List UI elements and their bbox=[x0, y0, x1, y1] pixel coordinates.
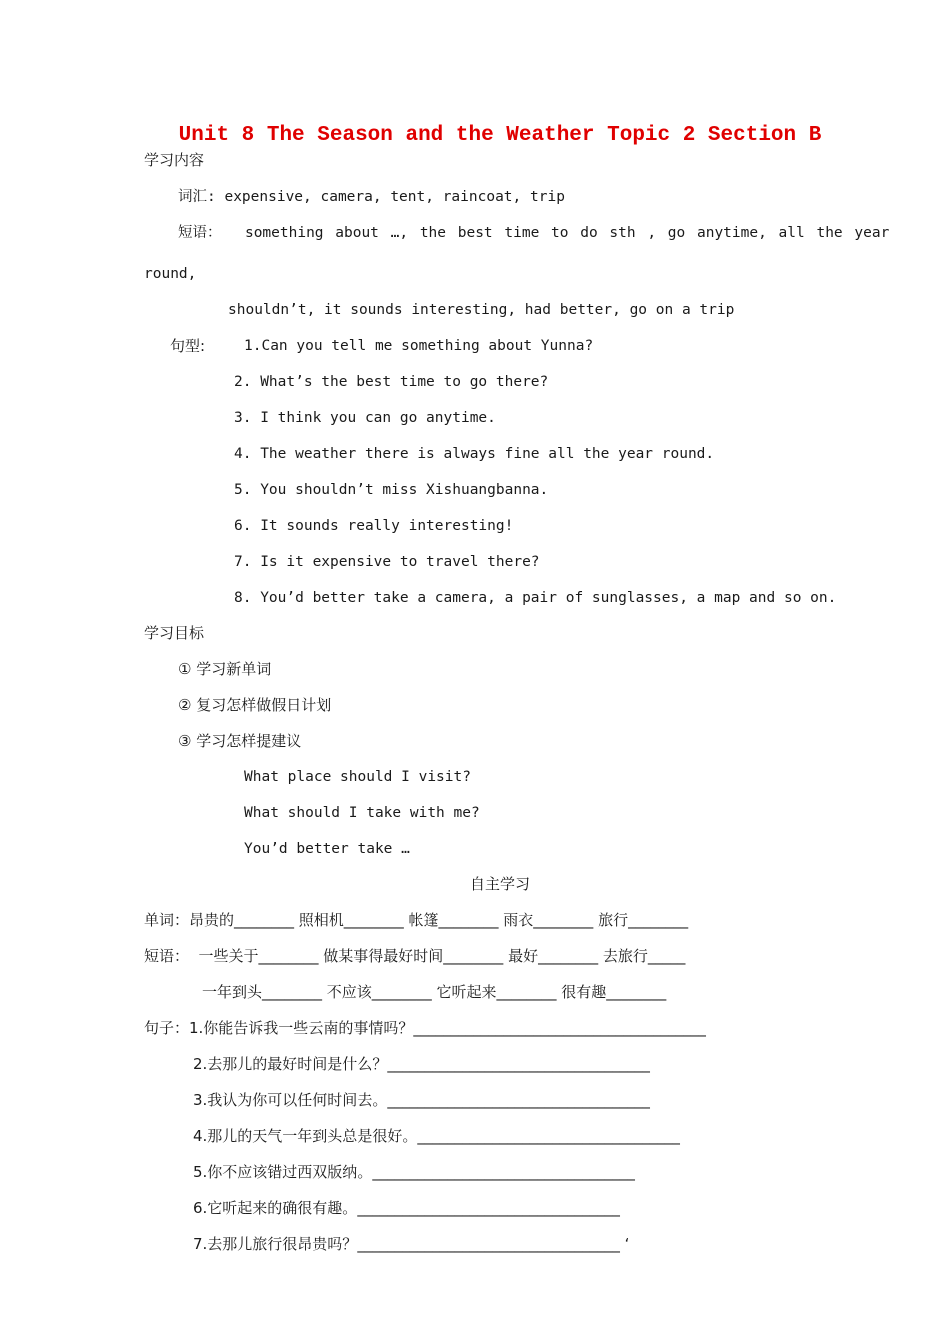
sentence-exercise: 4.那儿的天气一年到头总是很好。___________________________________ bbox=[193, 1127, 680, 1145]
goal-example: What should I take with me? bbox=[244, 805, 480, 821]
sentence-item: 3. I think you can go anytime. bbox=[234, 410, 496, 426]
goal-item: ③ 学习怎样提建议 bbox=[178, 732, 302, 750]
goals-heading: 学习目标 bbox=[144, 624, 205, 642]
vocabulary-line: 词汇: expensive, camera, tent, raincoat, trip bbox=[178, 189, 565, 205]
sentence-exercise: 7.去那儿旅行很昂贵吗？___________________________________ ‘ bbox=[193, 1235, 630, 1253]
sentence-item: 2. What’s the best time to go there? bbox=[234, 374, 549, 390]
goal-example: What place should I visit? bbox=[244, 769, 471, 785]
content-heading: 学习内容 bbox=[144, 151, 205, 169]
self-study-heading: 自主学习 bbox=[469, 875, 530, 893]
sentence-exercise: 句子：1.你能告诉我一些云南的事情吗？_______________________________________ bbox=[144, 1019, 706, 1037]
goal-example: You’d better take … bbox=[244, 841, 410, 857]
phrases-line-2: round, bbox=[144, 266, 197, 282]
goal-item: ② 复习怎样做假日计划 bbox=[178, 696, 332, 714]
sentence-exercise: 5.你不应该错过西双版纳。___________________________________ bbox=[193, 1163, 635, 1181]
words-exercise-line: 单词：昂贵的________ 照相机________ 帐篷________ 雨衣________ 旅行________ bbox=[144, 911, 689, 929]
sentence-exercise: 2.去那儿的最好时间是什么？___________________________________ bbox=[193, 1055, 650, 1073]
sentence-item: 5. You shouldn’t miss Xishuangbanna. bbox=[234, 482, 549, 498]
phrases-line-1: 短语： something about …, the best time to do sth , go anytime, all the year bbox=[178, 225, 890, 241]
goal-item: ① 学习新单词 bbox=[178, 660, 272, 678]
phrases-exercise-line-1: 短语： 一些关于________ 做某事得最好时间________ 最好________ 去旅行_____ bbox=[144, 947, 686, 965]
document-title: Unit 8 The Season and the Weather Topic 2 Section B bbox=[178, 124, 822, 147]
sentence-item: 1.Can you tell me something about Yunna? bbox=[244, 338, 594, 354]
sentence-item: 4. The weather there is always fine all the year round. bbox=[234, 446, 715, 462]
sentence-exercise: 3.我认为你可以任何时间去。___________________________________ bbox=[193, 1091, 650, 1109]
sentence-item: 8. You’d better take a camera, a pair of sunglasses, a map and so on. bbox=[234, 590, 837, 606]
phrases-exercise-line-2: 一年到头________ 不应该________ 它听起来________ 很有趣________ bbox=[202, 983, 667, 1001]
sentence-exercise: 6.它听起来的确很有趣。___________________________________ bbox=[193, 1199, 620, 1217]
sentences-label: 句型: bbox=[170, 337, 206, 355]
phrases-line-3: shouldn’t, it sounds interesting, had better, go on a trip bbox=[228, 302, 735, 318]
sentence-item: 6. It sounds really interesting! bbox=[234, 518, 514, 534]
sentence-item: 7. Is it expensive to travel there? bbox=[234, 554, 540, 570]
